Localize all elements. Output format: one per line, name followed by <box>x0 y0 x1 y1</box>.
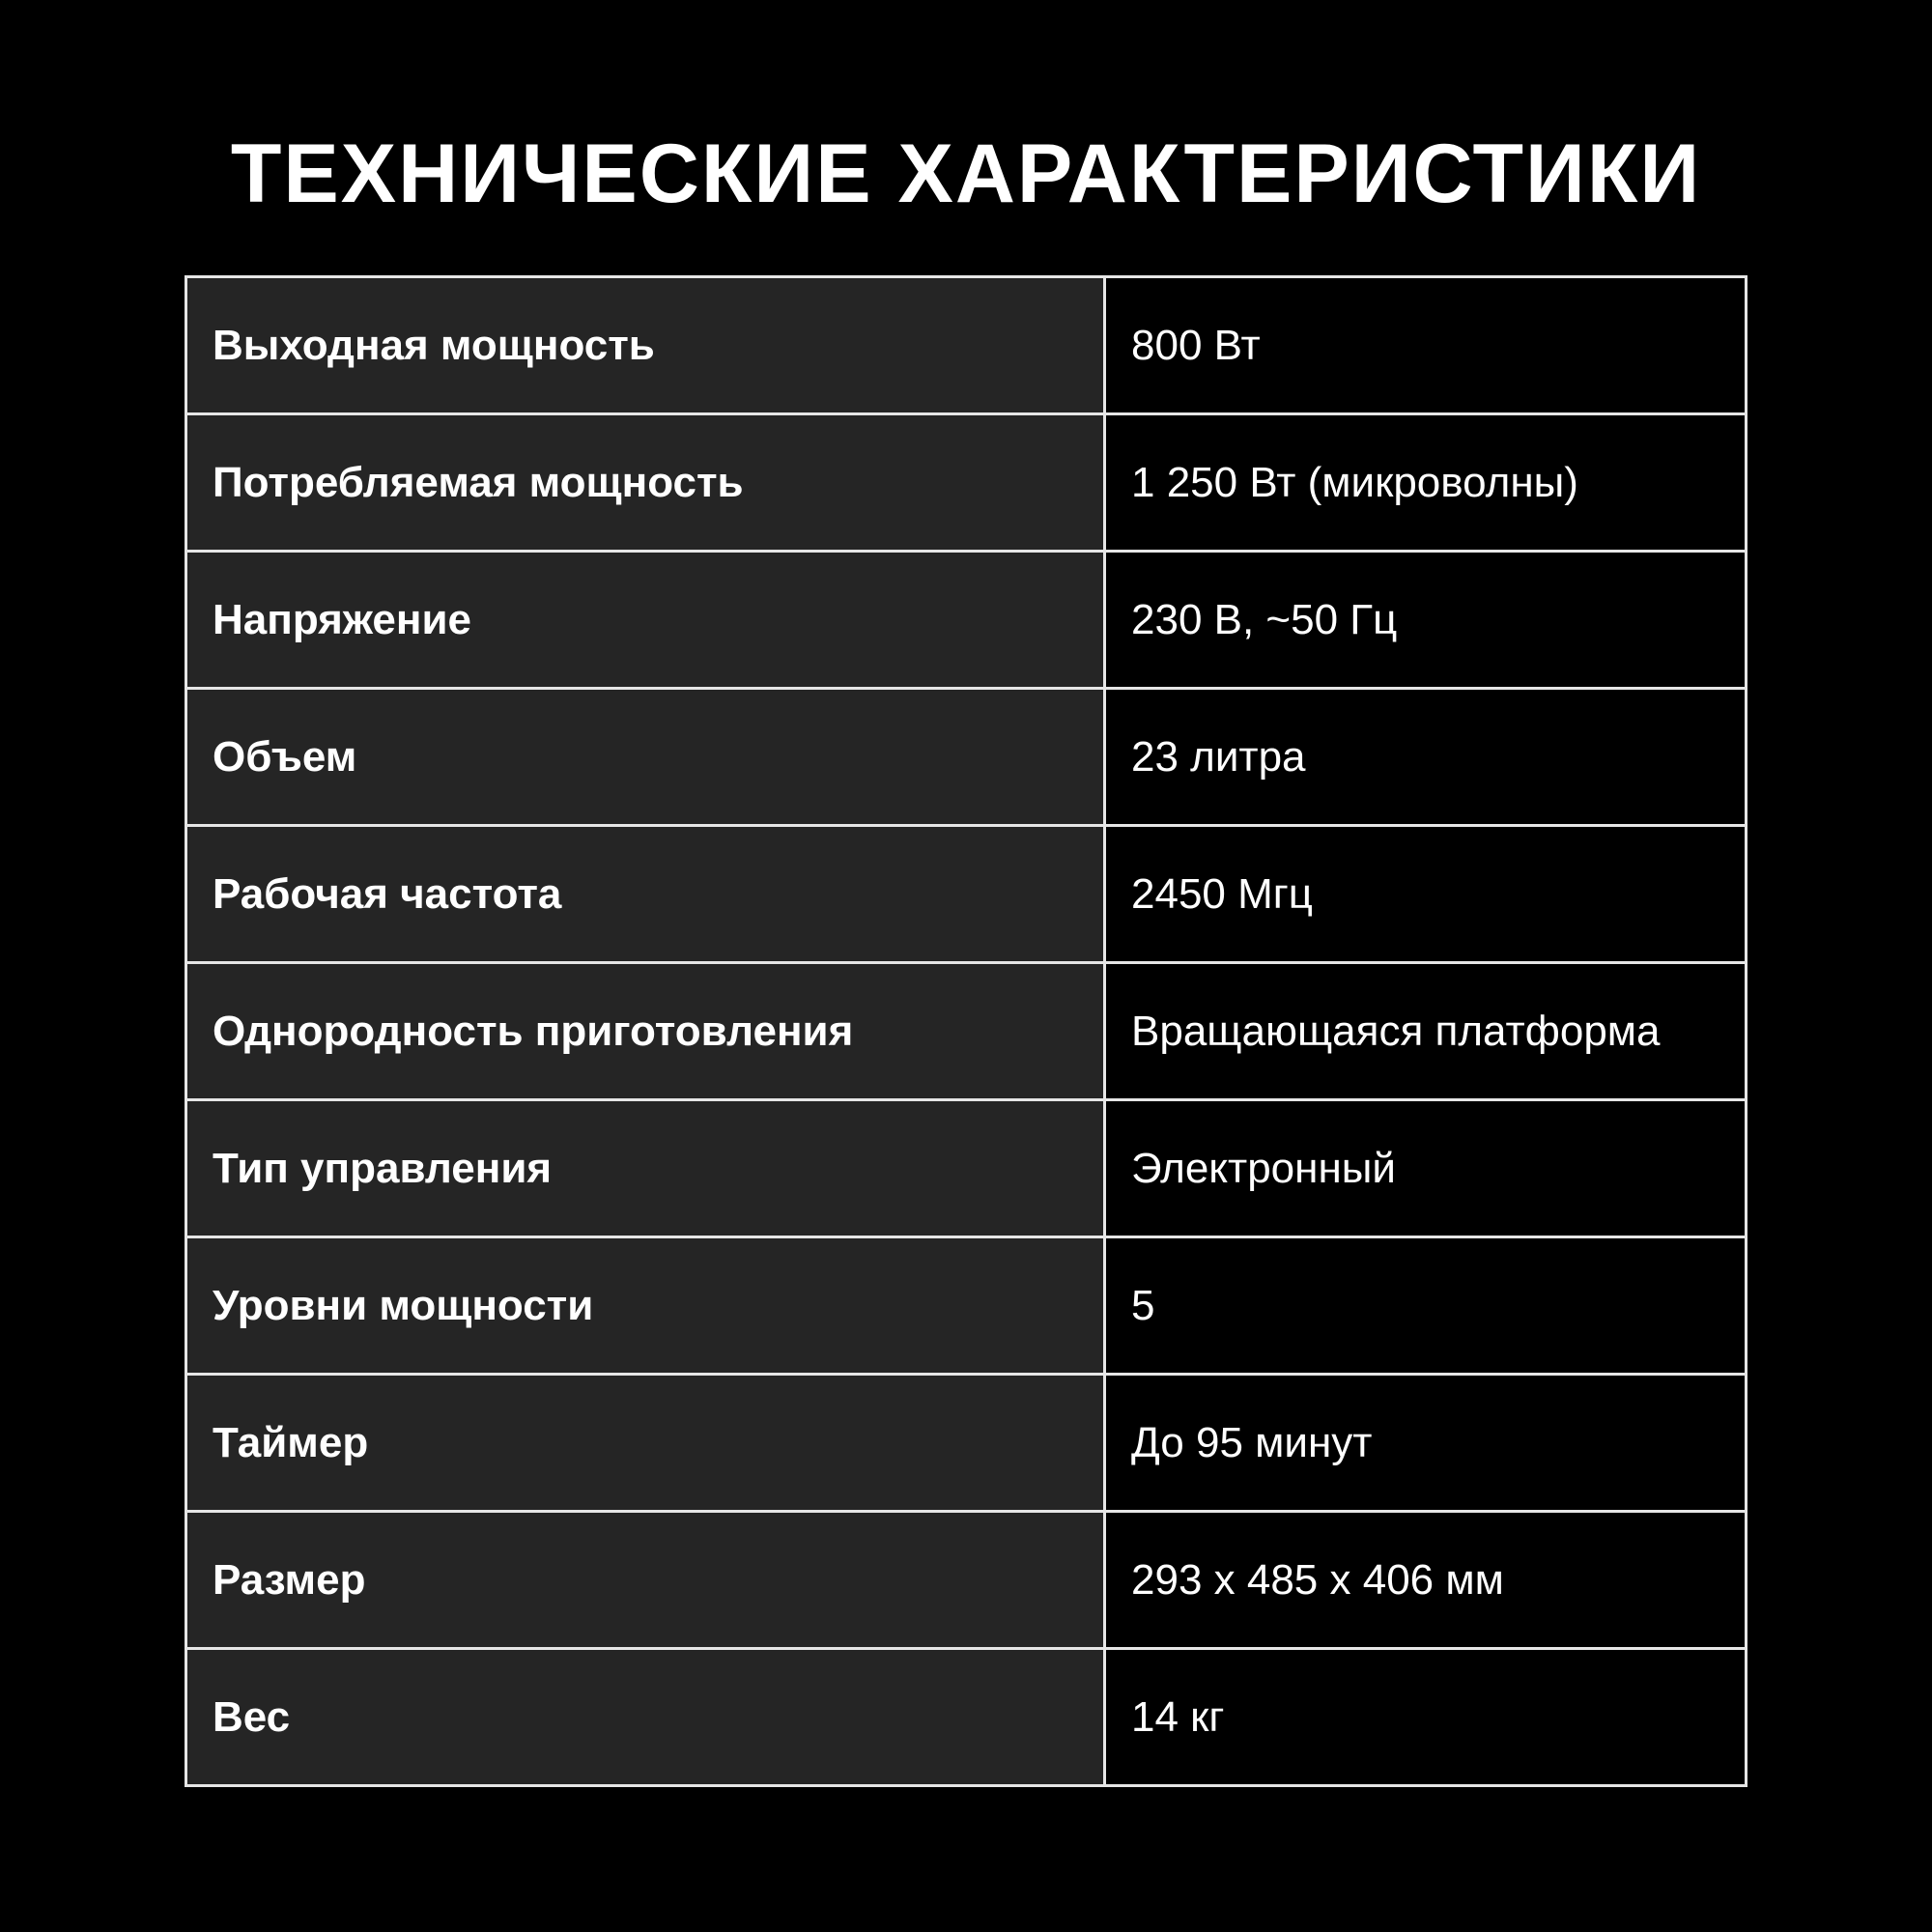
spec-label: Однородность приготовления <box>186 963 1105 1100</box>
table-row <box>186 552 1747 689</box>
spec-value: 23 литра <box>1105 689 1747 826</box>
spec-value: Вращающаяся платформа <box>1105 963 1747 1100</box>
spec-label: Вес <box>186 1649 1105 1786</box>
spec-value: До 95 минут <box>1105 1375 1747 1512</box>
spec-value: Электронный <box>1105 1100 1747 1237</box>
table-row <box>186 1375 1747 1512</box>
table-row <box>186 689 1747 826</box>
spec-label: Объем <box>186 689 1105 826</box>
spec-value: 1 250 Вт (микроволны) <box>1105 414 1747 552</box>
spec-label: Тип управления <box>186 1100 1105 1237</box>
spec-value: 293 х 485 х 406 мм <box>1105 1512 1747 1649</box>
spec-value: 14 кг <box>1105 1649 1747 1786</box>
table-row <box>186 1237 1747 1375</box>
spec-value: 5 <box>1105 1237 1747 1375</box>
spec-value: 800 Вт <box>1105 277 1747 414</box>
table-row <box>186 1100 1747 1237</box>
spec-value: 2450 Мгц <box>1105 826 1747 963</box>
spec-label: Напряжение <box>186 552 1105 689</box>
table-row <box>186 963 1747 1100</box>
spec-label: Рабочая частота <box>186 826 1105 963</box>
spec-value: 230 В, ~50 Гц <box>1105 552 1747 689</box>
spec-label: Выходная мощность <box>186 277 1105 414</box>
table-row <box>186 826 1747 963</box>
table-row <box>186 277 1747 414</box>
spec-label: Размер <box>186 1512 1105 1649</box>
spec-table <box>185 275 1747 1787</box>
table-row <box>186 414 1747 552</box>
table-row <box>186 1649 1747 1786</box>
spec-label: Уровни мощности <box>186 1237 1105 1375</box>
page-title: ТЕХНИЧЕСКИЕ ХАРАКТЕРИСТИКИ <box>230 128 1702 220</box>
table-row <box>186 1512 1747 1649</box>
spec-label: Таймер <box>186 1375 1105 1512</box>
spec-label: Потребляемая мощность <box>186 414 1105 552</box>
